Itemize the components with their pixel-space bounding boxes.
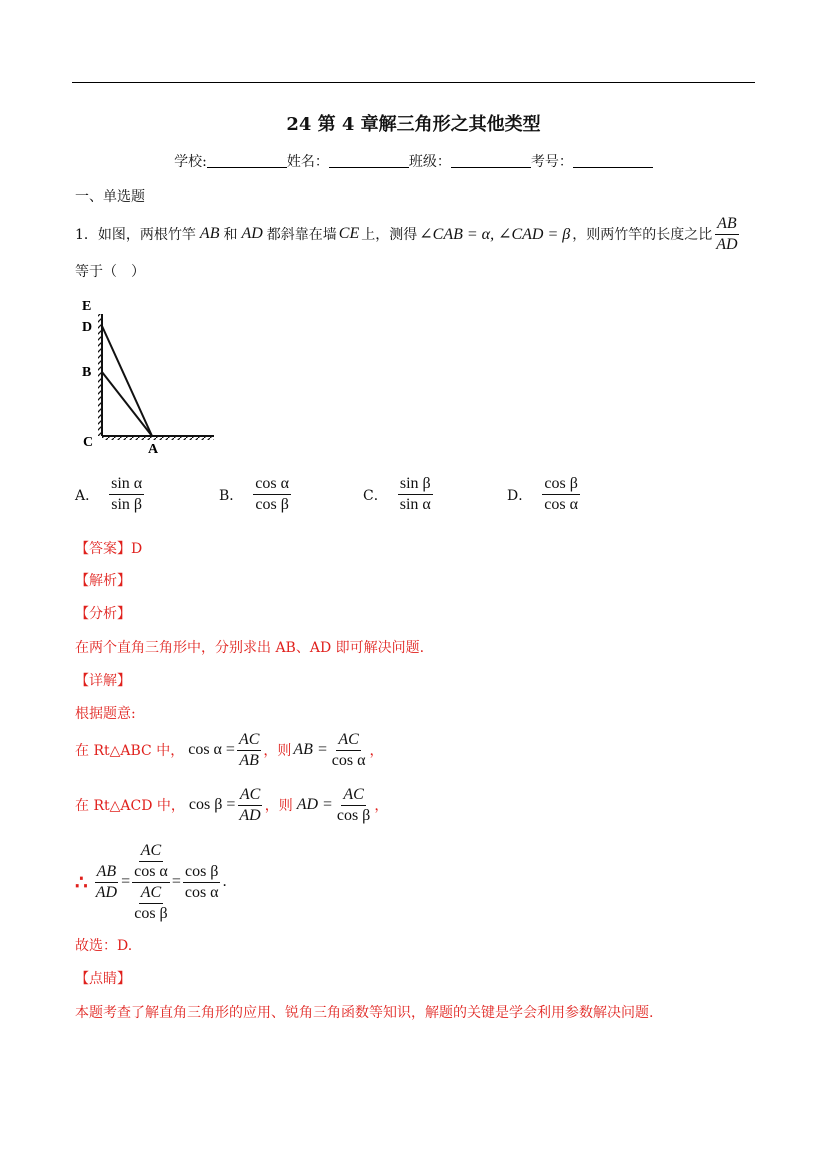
option-a[interactable]: A． $\frac{\text{sin α}}{\text{sin β}}$	[75, 475, 143, 513]
question-text-f: 等于（ ）	[75, 264, 145, 280]
label-a: A	[148, 442, 159, 456]
section-heading: 一、单选题	[75, 189, 145, 205]
var-ad: AD	[241, 225, 263, 242]
detail-intro: 根据题意:	[75, 706, 136, 722]
question-text-b: 和	[223, 227, 238, 243]
number-label: 考号：	[530, 154, 573, 170]
name-blank[interactable]	[329, 153, 409, 168]
number-blank[interactable]	[573, 153, 653, 168]
dianjing-text: 本题考查了解直角三角形的应用、锐角三角函数等知识，解题的关键是学会利用参数解决问题.	[75, 1005, 654, 1021]
label-c: C	[83, 435, 94, 450]
compound-fraction: $\frac{\frac{AC}{\text{cos α}}}{\frac{AC}{\text{cos β}}}$	[134, 841, 168, 922]
question-line	[75, 212, 742, 256]
answer-value: D	[131, 541, 143, 557]
dianjing-label: 【点睛】	[75, 971, 131, 987]
option-c[interactable]: C． $\frac{\text{sin β}}{\text{sin α}}$	[363, 475, 431, 513]
var-ce: CE	[338, 225, 360, 242]
page-title: 24 第 4 章解三角形之其他类型	[286, 114, 541, 135]
answer-line	[75, 538, 142, 558]
school-blank[interactable]	[207, 153, 287, 168]
ratio-fraction: $\frac{AB}{AD}$	[716, 214, 738, 253]
var-ab: AB	[199, 225, 220, 242]
question-text-d: 上，测得	[361, 227, 418, 243]
label-e: E	[82, 299, 92, 314]
info-line	[0, 151, 827, 171]
label-b: B	[82, 365, 92, 380]
school-label: 学校:	[174, 154, 207, 170]
question-text-e: ，则两竹竿的长度之比	[572, 227, 713, 243]
step-2: 在 Rt△ACD 中， cos β = $\frac{AC}{AD}$ ，则 AD = $\frac{AC}{\text{cos β}}$ ，	[75, 785, 389, 824]
fenxi-label: 【分析】	[75, 606, 131, 622]
header-rule	[72, 82, 755, 83]
wall-diagram	[78, 294, 218, 456]
analysis-label: 【解析】	[75, 573, 131, 589]
angle-expression: ∠CAB = α, ∠CAD = β	[419, 226, 571, 243]
fenxi-text: 在两个直角三角形中，分别求出 AB、AD 即可解决问题.	[75, 640, 425, 656]
option-b[interactable]: B． $\frac{\text{cos α}}{\text{cos β}}$	[219, 475, 290, 513]
class-blank[interactable]	[451, 153, 531, 168]
answer-label: 【答案】	[75, 541, 131, 557]
choice-line: 故选：D.	[75, 938, 133, 954]
option-d[interactable]: D． $\frac{\text{cos β}}{\text{cos α}}$	[507, 475, 578, 513]
step-3: ∴ $\frac{AB}{AD}$ = $\frac{\frac{AC}{\text{cos α}}}{\frac{AC}{\text{cos β}}}$ = $\frac{\text{cos β}}{\text{cos α}}$ .	[75, 841, 227, 922]
detail-label: 【详解】	[75, 673, 131, 689]
name-label: 姓名：	[286, 154, 329, 170]
step-1: 在 Rt△ABC 中， cos α = $\frac{AC}{AB}$ ，则 AB = $\frac{AC}{\text{cos α}}$ ，	[75, 730, 384, 769]
question-text-a: 如图，两根竹竿	[97, 227, 196, 243]
question-text-c: 都斜靠在墙	[266, 227, 337, 243]
question-number: 1．	[75, 227, 98, 243]
class-label: 班级：	[408, 154, 451, 170]
label-d: D	[82, 320, 93, 335]
